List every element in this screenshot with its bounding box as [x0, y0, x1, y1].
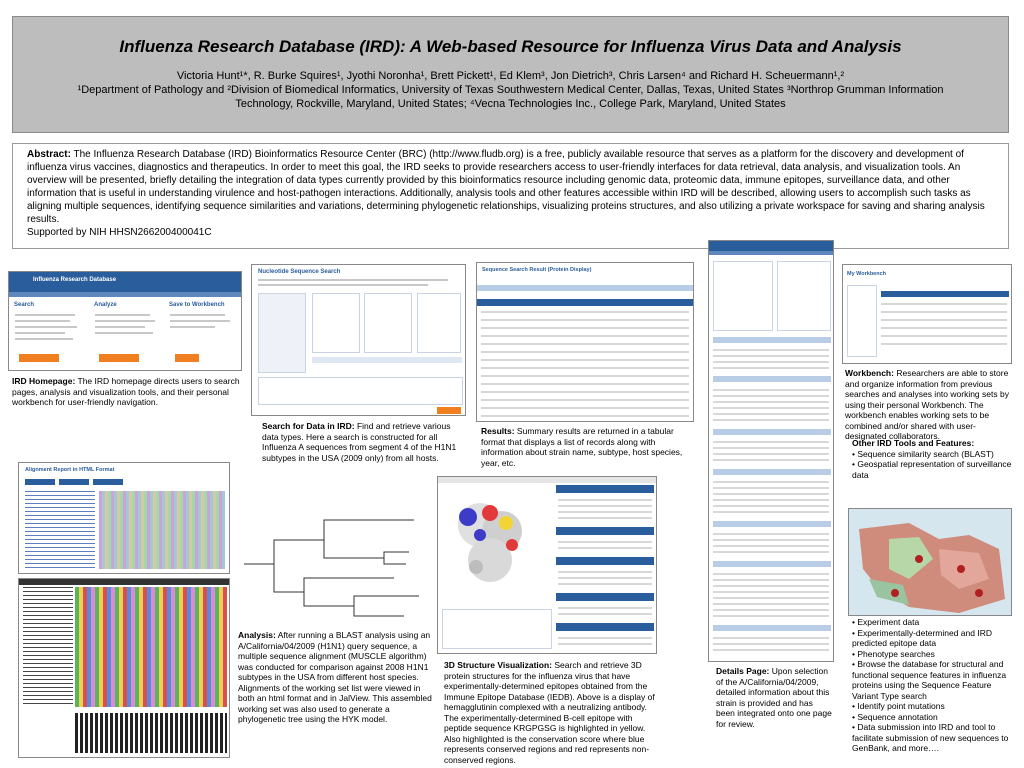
homepage-logo-title: Influenza Research Database	[33, 277, 117, 283]
structure-screenshot	[437, 476, 657, 654]
protein-structure-render	[440, 485, 555, 605]
other-tools-item: • Geospatial representation of surveillance data	[852, 459, 1012, 480]
alignment-page-title: Alignment Report in HTML Format	[25, 467, 115, 473]
map-screenshot	[848, 508, 1012, 616]
abstract-box	[12, 143, 1009, 249]
homepage-search-heading: Search	[14, 302, 35, 308]
feature-item: • Experiment data	[852, 617, 920, 627]
homepage-signin-button[interactable]	[175, 354, 199, 362]
abstract-label: Abstract:	[27, 149, 71, 160]
feature-item: • Phenotype searches	[852, 648, 935, 659]
feature-item: • Browse the database for structural and functional sequence features in influenza proteins using the Sequence Feature Variant Type search	[852, 659, 1007, 701]
alignment-html-screenshot	[18, 462, 230, 574]
poster-header	[12, 16, 1009, 133]
feature-item: • Identify point mutations	[852, 701, 945, 711]
homepage-analyze-button[interactable]	[99, 354, 139, 362]
feature-item: • Sequence annotation	[852, 711, 938, 722]
results-screenshot	[476, 262, 694, 422]
workbench-caption: Workbench: Researchers are able to store and organize information from previous searches and analyses into working sets by using their personal Workbench. The workbench enables working sets to be combined and/or shared with user-designated collaborators.	[845, 368, 1009, 441]
abstract-text: The Influenza Research Database (IRD) Bioinformatics Resource Center (BRC) (http://www.fludb.org) is a free, publicly available resource that serves as a platform for the discovery and development of influenza virus vaccines, diagnostics and therapeutics. In order to meet this goal, the IRD seeks to provide researchers access to user-friendly interfaces for data retrieval, data analysis, and visualization tools. An overview will be presented, briefly detailing the integration of data types currently provided by this bioinformatics resource including genomic data, proteomic data, immune epitopes, surveillance data, and other information that is useful in understanding virulence and host-pathogen interactions. Additionally, analysis tools and other features accessible within IRD will be described, allowing users to accomplish such tasks as aligning multiple sequences, identifying sequence similarities and variations, determining phylogenetic relationships, visualizing proteins structures, and also utilizing a private workspace for saving and sharing analysis results.	[27, 149, 985, 225]
feature-item: • Data submission into IRD and tool to facilitate submission of new sequences to GenBank, and more….	[852, 722, 1009, 753]
feature-item: • Experimentally-determined and IRD predicted epitope data	[852, 627, 992, 648]
geospatial-map	[849, 509, 1012, 616]
affiliations: ¹Department of Pathology and ²Division of Biomedical Informatics, University of Texas Southwestern Medical Center, Dallas, Texas, United States ³Northrop Grumman Information Technology, Rockville, Maryland, United States; ⁴Vecna Technologies Inc., College Park, Maryland, United States	[77, 84, 944, 110]
results-caption: Results: Summary results are returned in a tabular format that displays a list of records along with information about strain name, subtype, host species, year, etc.	[481, 426, 683, 468]
poster-title: Influenza Research Database (IRD): A Web-based Resource for Influenza Virus Data and Analysis	[119, 37, 902, 56]
workbench-page-title: My Workbench	[847, 271, 887, 277]
other-tools-box	[852, 438, 1014, 480]
phylogenetic-tree	[234, 500, 429, 628]
details-screenshot	[708, 240, 834, 662]
tree-svg	[234, 500, 429, 628]
workbench-screenshot	[842, 264, 1012, 364]
analysis-caption: Analysis: After running a BLAST analysis using an A/California/04/2009 (H1N1) query sequence, a multiple sequence alignment (MUSCLE algorithm) was conducted for comparison against 2008 H1N1 subtypes in the USA from different host species. Alignments of the working set list were viewed in both an html format and in JalView. This assembled working set was also used to generate a phylogenetic tree using the HYK model.	[238, 630, 432, 724]
search-screenshot	[251, 264, 466, 416]
other-tools-item: • Sequence similarity search (BLAST)	[852, 448, 994, 459]
homepage-search-button[interactable]	[19, 354, 59, 362]
details-caption: Details Page: Upon selection of the A/California/04/2009, detailed information about this strain is provided and has been integrated onto one page for review.	[716, 666, 832, 729]
other-features-list	[852, 617, 1014, 754]
search-caption: Search for Data in IRD: Find and retrieve various data types. Here a search is constructed for all Influenza A sequences from segment 4 of the H1N1 subtypes in the USA (2009 only) from all hosts.	[262, 421, 457, 463]
search-page-title: Nucleotide Sequence Search	[258, 269, 341, 275]
homepage-caption: IRD Homepage: The IRD homepage directs users to search pages, analysis and visualization tools, and their personal workbench for user-friendly navigation.	[12, 376, 240, 407]
structure-caption: 3D Structure Visualization: Search and retrieve 3D protein structures for the influenza virus that have experimentally-determined epitopes obtained from the Immune Epitope Database (IEDB). Above is a display of hemagglutinin complexed with a neutralizing antibody. The experimentally-determined B-cell epitope with peptide sequence KRGPGSG is highlighted in yellow. Also highlighted is the conservation score where blue represents conserved regions and red represents non-conserved regions.	[444, 660, 655, 765]
author-list: Victoria Hunt¹*, R. Burke Squires¹, Jyothi Noronha¹, Brett Pickett¹, Ed Klem³, Jon Dietrich³, Chris Larsen⁴ and Richard H. Scheuermann¹,²	[176, 70, 845, 82]
results-page-title: Sequence Search Result (Protein Display)	[482, 267, 592, 273]
other-tools-title: Other IRD Tools and Features:	[852, 438, 975, 448]
search-submit-button[interactable]	[437, 407, 461, 414]
jalview-screenshot	[18, 578, 230, 758]
abstract-support: Supported by NIH HHSN266200400041C	[27, 227, 212, 238]
homepage-screenshot	[8, 271, 242, 371]
homepage-analyze-heading: Analyze	[94, 302, 117, 308]
homepage-workbench-heading: Save to Workbench	[169, 302, 225, 308]
